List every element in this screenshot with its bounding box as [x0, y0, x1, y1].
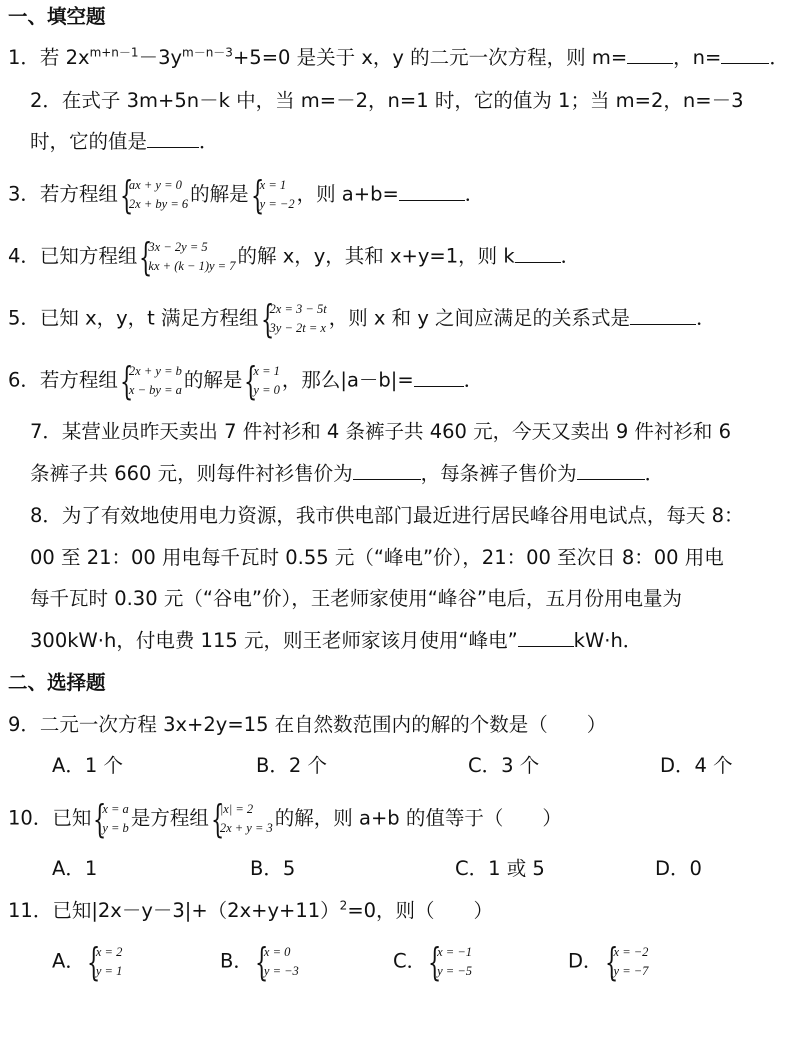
equation-row: x = 1 [253, 364, 280, 378]
question-2-line-2 [30, 128, 219, 156]
q1-text: 1．若 2x [8, 46, 90, 69]
equation-row: y = −5 [437, 964, 473, 978]
answer-blank[interactable] [721, 45, 769, 64]
equation-row: 2x + y = b [128, 364, 182, 378]
q3-text: 3．若方程组 [8, 182, 118, 206]
option-label: D． [568, 949, 603, 973]
q5-text: ． [696, 306, 716, 330]
equation-row: y = −7 [613, 964, 649, 978]
answer-blank[interactable] [399, 182, 465, 201]
q5-text: 5．已知 x，y，t 满足方程组 [8, 306, 259, 330]
equation-row: 3y − 2t = x [269, 321, 326, 335]
q3-text: 的解是 [190, 182, 249, 206]
answer-blank[interactable] [627, 45, 673, 64]
equation-system: { x = −1 y = −5 [428, 940, 473, 984]
answer-blank[interactable] [630, 306, 696, 325]
equation-system: { |x| = 2 2x + y = 3 [210, 797, 273, 841]
q10-text: 是方程组 [130, 806, 209, 830]
answer-blank[interactable] [577, 461, 645, 480]
q1-text: －3y [138, 46, 183, 69]
q6-text: 6．若方程组 [8, 368, 118, 392]
equation-system: { x = 1 y = 0 [244, 359, 280, 403]
q11-option-b[interactable] [220, 940, 301, 984]
equation-row: 2x + by = 6 [128, 197, 189, 211]
answer-blank[interactable] [515, 244, 561, 263]
q4-text: 4．已知方程组 [8, 244, 138, 268]
equation-system: { x = a y = b [93, 797, 129, 841]
equation-system: { x = 2 y = 1 [86, 940, 123, 984]
q9-option-d[interactable]: D．4 个 [660, 754, 733, 777]
q6-text: ，那么|a－b|= [281, 368, 414, 392]
equation-row: x = −1 [437, 945, 473, 959]
question-8-line-1: 8．为了有效地使用电力资源，我市供电部门最近进行居民峰谷用电试点，每天 8： [30, 504, 744, 527]
equation-row: ax + y = 0 [128, 178, 182, 192]
q4-text: ． [560, 244, 581, 268]
option-label: A． [52, 949, 85, 973]
q10-option-c[interactable]: C．1 或 5 [455, 857, 545, 880]
equation-system: { x = −2 y = −7 [604, 940, 649, 984]
equation-system: { ax + y = 0 2x + by = 6 [119, 173, 189, 217]
equation-row: x = 2 [95, 945, 123, 959]
equation-system: { x = 1 y = −2 [250, 173, 295, 217]
equation-row: 3x − 2y = 5 [148, 240, 208, 254]
option-label: C． [393, 949, 427, 973]
equation-row: x = 1 [259, 178, 287, 192]
question-10 [8, 797, 562, 841]
q10-option-d[interactable]: D．0 [655, 857, 702, 880]
question-4 [8, 235, 581, 279]
equation-system: { 2x + y = b x − by = a [119, 359, 182, 403]
answer-blank[interactable] [414, 368, 464, 387]
q7-text: 条裤子共 660 元，则每件衬衫售价为 [30, 462, 353, 485]
q5-text: ，则 x 和 y 之间应满足的关系式是 [328, 306, 631, 330]
equation-row: 2x = 3 − 5t [269, 302, 327, 316]
equation-row: y = −3 [263, 964, 299, 978]
q11-text: =0，则（ ） [347, 899, 494, 922]
q7-text: ，每条裤子售价为 [420, 462, 577, 485]
q1-text: ． [769, 46, 789, 69]
equation-system: { 3x − 2y = 5 kx + (k − 1)y = 7 [139, 235, 236, 279]
question-8-line-2: 00 至 21：00 用电每千瓦时 0.55 元（“峰电”价），21：00 至次日 8：00 用电 [30, 546, 724, 569]
question-11 [8, 897, 493, 925]
q9-option-b[interactable]: B．2 个 [256, 754, 327, 777]
q6-text: 的解是 [183, 368, 243, 392]
q9-option-c[interactable]: C．3 个 [468, 754, 540, 777]
question-6 [8, 359, 484, 403]
answer-blank[interactable] [518, 628, 574, 647]
question-2-line-1: 2．在式子 3m+5n－k 中，当 m=－2，n=1 时，它的值为 1；当 m=2，n=－3 [30, 89, 744, 112]
q4-text: 的解 x，y，其和 x+y=1，则 k [237, 244, 515, 268]
equation-row: y = 0 [253, 383, 280, 397]
equation-row: x = 0 [263, 945, 291, 959]
question-5 [8, 297, 716, 341]
equation-row: x = a [102, 802, 129, 816]
question-7-line-1: 7．某营业员昨天卖出 7 件衬衫和 4 条裤子共 460 元，今天又卖出 9 件衬衫和 6 [30, 420, 732, 443]
equation-system: { 2x = 3 − 5t 3y − 2t = x [260, 297, 327, 341]
equation-row: y = b [102, 821, 129, 835]
q1-text: ，n= [673, 46, 722, 69]
q10-option-a[interactable]: A．1 [52, 857, 98, 880]
question-8-line-3: 每千瓦时 0.30 元（“谷电”价），王老师家使用“峰谷”电后，五月份用电量为 [30, 587, 682, 610]
q11-option-d[interactable] [568, 940, 650, 984]
answer-blank[interactable] [353, 461, 421, 480]
q1-exponent-2: m－n－3 [182, 45, 233, 60]
question-7-line-2 [30, 460, 664, 488]
equation-row: x = −2 [613, 945, 649, 959]
equation-row: x − by = a [128, 383, 182, 397]
q11-option-c[interactable] [393, 940, 474, 984]
q6-text: ． [463, 368, 484, 392]
q10-option-b[interactable]: B．5 [250, 857, 296, 880]
q9-option-a[interactable]: A．1 个 [52, 754, 123, 777]
q10-text: 10．已知 [8, 806, 92, 830]
section-heading-choice: 二、选择题 [8, 671, 106, 694]
q11-option-a[interactable] [52, 940, 124, 984]
answer-blank[interactable] [147, 129, 199, 148]
question-8-line-4 [30, 627, 642, 655]
equation-row: y = −2 [259, 197, 295, 211]
equation-system: { x = 0 y = −3 [254, 940, 299, 984]
section-heading-fill: 一、填空题 [8, 5, 106, 28]
q10-text: 的解，则 a+b 的值等于（ ） [274, 806, 562, 830]
option-label: B． [220, 949, 253, 973]
q1-text: +5=0 是关于 x，y 的二元一次方程，则 m= [232, 46, 628, 69]
question-3 [8, 173, 485, 217]
q1-exponent-1: m+n－1 [89, 45, 139, 60]
q3-text: ，则 a+b= [296, 182, 399, 206]
q2-text: ． [199, 130, 219, 153]
equation-row: |x| = 2 [219, 802, 254, 816]
equation-row: y = 1 [95, 964, 123, 978]
q8-text: kW·h． [573, 629, 643, 652]
q2-text: 时，它的值是 [30, 130, 148, 153]
q7-text: ． [644, 462, 665, 485]
q11-exponent: 2 [339, 898, 348, 913]
q3-text: ． [464, 182, 485, 206]
equation-row: 2x + y = 3 [219, 821, 273, 835]
question-1 [8, 44, 789, 72]
q8-text: 300kW·h，付电费 115 元，则王老师家该月使用“峰电” [30, 629, 518, 652]
q11-text: 11．已知|2x－y－3|+（2x+y+11） [8, 899, 340, 922]
question-9: 9．二元一次方程 3x+2y=15 在自然数范围内的解的个数是（ ） [8, 713, 607, 736]
equation-row: kx + (k − 1)y = 7 [148, 259, 236, 273]
